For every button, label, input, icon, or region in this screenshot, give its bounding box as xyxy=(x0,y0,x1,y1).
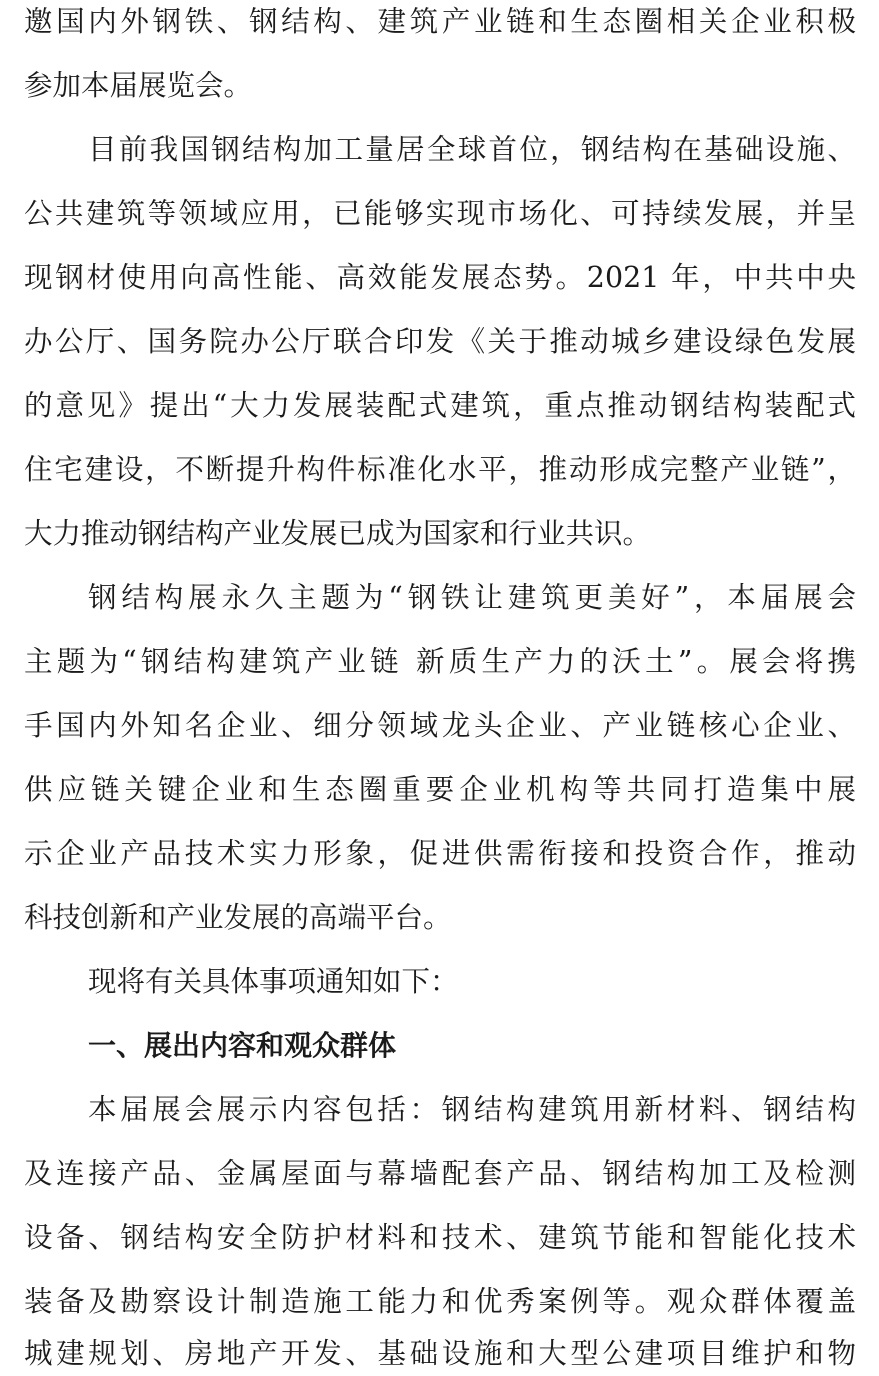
text-line: 设备、钢结构安全防护材料和技术、建筑节能和智能化技术 xyxy=(24,1221,856,1254)
text-line: 科技创新和产业发展的高端平台。 xyxy=(24,901,452,934)
text-line: 本届展会展示内容包括：钢结构建筑用新材料、钢结构 xyxy=(88,1093,856,1126)
text-line: 大力推动钢结构产业发展已成为国家和行业共识。 xyxy=(24,517,652,550)
text-line: 现钢材使用向高性能、高效能发展态势。2021 年，中共中央 xyxy=(24,261,856,294)
section-heading: 一、展出内容和观众群体 xyxy=(88,1029,397,1062)
text-line: 参加本届展览会。 xyxy=(24,69,253,102)
text-line: 住宅建设，不断提升构件标准化水平，推动形成完整产业链”， xyxy=(24,453,856,486)
text-line: 的意见》提出“大力发展装配式建筑，重点推动钢结构装配式 xyxy=(24,389,856,422)
text-line: 邀国内外钢铁、钢结构、建筑产业链和生态圈相关企业积极 xyxy=(24,5,856,38)
text-line: 主题为“钢结构建筑产业链 新质生产力的沃土”。展会将携 xyxy=(24,645,856,678)
text-line: 装备及勘察设计制造施工能力和优秀案例等。观众群体覆盖 xyxy=(24,1285,856,1318)
text-line: 示企业产品技术实力形象，促进供需衔接和投资合作，推动 xyxy=(24,837,856,870)
text-line: 城建规划、房地产开发、基础设施和大型公建项目维护和物 xyxy=(24,1337,856,1370)
text-line: 手国内外知名企业、细分领域龙头企业、产业链核心企业、 xyxy=(24,709,856,742)
text-line: 钢结构展永久主题为“钢铁让建筑更美好”，本届展会 xyxy=(88,581,856,614)
text-line: 公共建筑等领域应用，已能够实现市场化、可持续发展，并呈 xyxy=(24,197,856,230)
text-line: 及连接产品、金属屋面与幕墙配套产品、钢结构加工及检测 xyxy=(24,1157,856,1190)
text-line: 供应链关键企业和生态圈重要企业机构等共同打造集中展 xyxy=(24,773,856,806)
text-line: 办公厅、国务院办公厅联合印发《关于推动城乡建设绿色发展 xyxy=(24,325,856,358)
text-line: 目前我国钢结构加工量居全球首位，钢结构在基础设施、 xyxy=(88,133,856,166)
text-line: 现将有关具体事项通知如下： xyxy=(88,965,459,998)
